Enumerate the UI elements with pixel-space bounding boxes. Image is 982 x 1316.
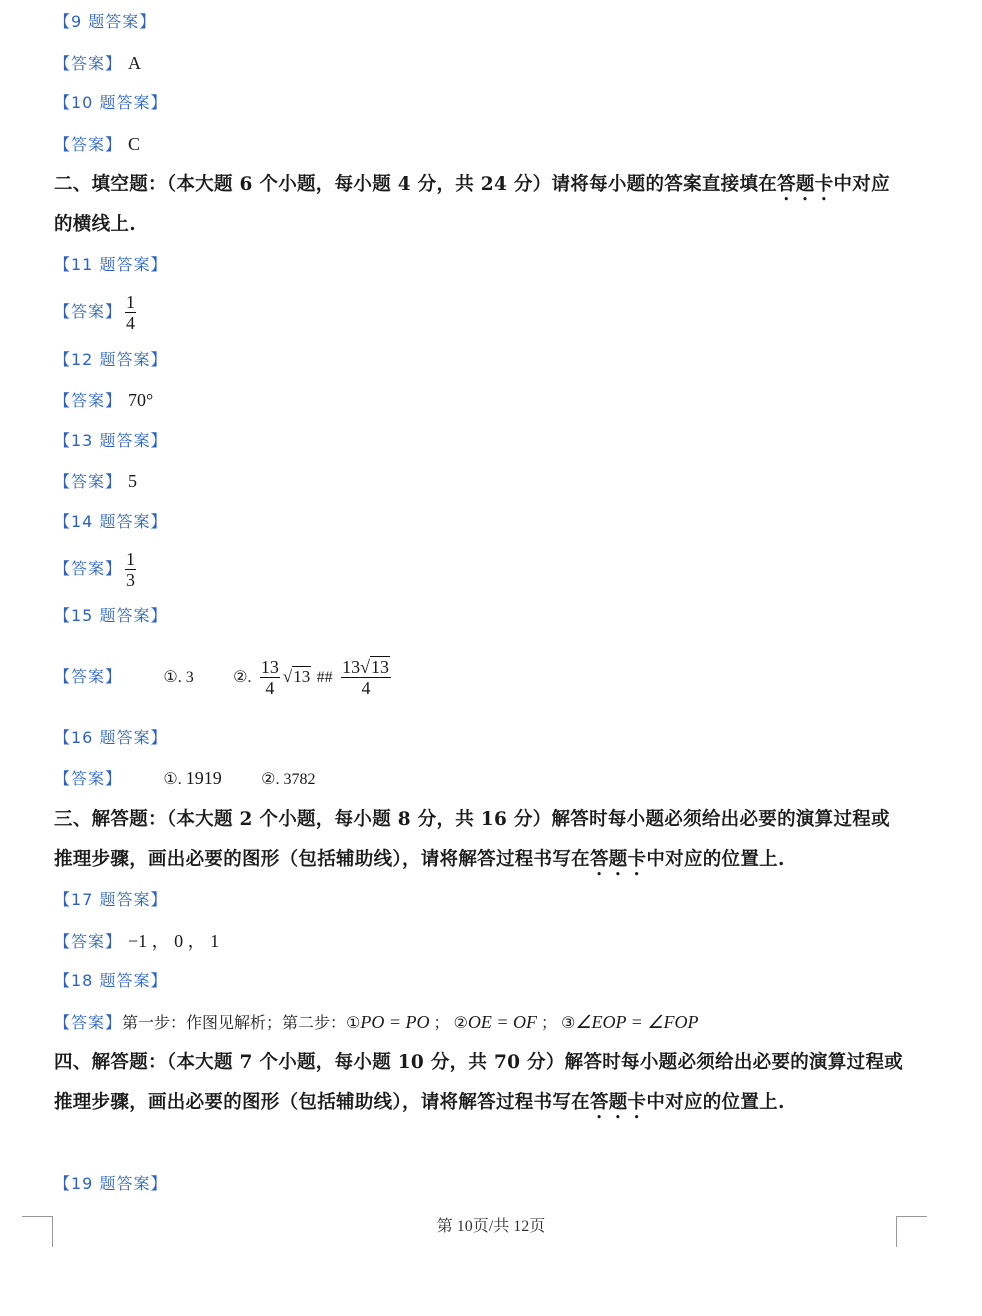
q13-value: 5	[128, 471, 138, 491]
q10-header: 【10 题答案】	[54, 93, 168, 112]
q9-answer: 【答案】 A	[54, 53, 142, 73]
q16-part2-mark: ②.	[261, 771, 280, 788]
section-3-heading: 三、解答题：（本大题 2 个小题，每小题 8 分，共 16 分）解答时每小题必须给出必要的演算过程或推理步骤，画出必要的图形（包括辅助线），请将解答过程书写在答题卡中对应的位置上.	[54, 809, 890, 870]
q9-value: A	[128, 53, 142, 73]
q11-header: 【11 题答案】	[54, 255, 168, 274]
q16-part1-mark: ①.	[163, 771, 182, 788]
q18-header: 【18 题答案】	[54, 971, 168, 990]
q15-fraction-a: $\frac{13}{4}$	[260, 657, 279, 698]
q10-answer: 【答案】 C	[54, 134, 141, 154]
answer-card-emph: 答题卡	[777, 174, 834, 195]
q17-header: 【17 题答案】	[54, 890, 168, 909]
q17-value: −1 ， 0 ， 1	[128, 931, 220, 951]
q11-fraction: $\frac{1}{4}$	[126, 292, 136, 333]
q12-value: 70°	[128, 390, 154, 410]
section-4-heading: 四、解答题：（本大题 7 个小题，每小题 10 分，共 70 分）解答时每小题必须给出必要的演算过程或推理步骤，画出必要的图形（包括辅助线），请将解答过程书写在答题卡中对应的位置上.	[54, 1052, 904, 1113]
q14-answer: 【答案】 $\frac{1}{3}$	[54, 549, 136, 590]
q18-steps: 第一步：作图见解析；第二步：	[122, 1013, 347, 1032]
q17-answer: 【答案】 −1 ， 0 ， 1	[54, 931, 220, 951]
q9-header: 【9 题答案】	[54, 12, 157, 31]
q16-part1-value: 1919	[185, 768, 222, 788]
section-2-heading: 二、填空题：（本大题 6 个小题，每小题 4 分，共 24 分）请将每小题的答案直接填在答题卡中对应的横线上.	[54, 174, 890, 235]
q16-answer: 【答案】 ①. 1919 ②. 3782	[54, 768, 316, 788]
q18-eq1: PO = PO	[360, 1012, 430, 1032]
q12-header: 【12 题答案】	[54, 350, 168, 369]
q19-header: 【19 题答案】	[54, 1174, 168, 1193]
q14-header: 【14 题答案】	[54, 512, 168, 531]
q12-answer: 【答案】 70°	[54, 390, 154, 410]
q18-eq3: ∠EOP = ∠FOP	[575, 1012, 699, 1032]
q15-header: 【15 题答案】	[54, 606, 168, 625]
answer-card-emph: 答题卡	[589, 849, 647, 870]
q15-separator: ##	[316, 669, 333, 686]
q15-part2-mark: ②.	[233, 669, 252, 686]
q16-part2-value: 3782	[283, 771, 316, 788]
answer-card-emph: 答题卡	[589, 1092, 647, 1113]
q13-answer: 【答案】 5	[54, 471, 138, 491]
q15-part1: ①. 3	[163, 669, 194, 686]
q18-answer: 【答案】第一步：作图见解析；第二步：①PO = PO ； ②OE = OF ； ③∠EOP = ∠FOP	[54, 1012, 699, 1032]
q15-sqrt-a: √13	[282, 667, 311, 686]
q14-fraction: $\frac{1}{3}$	[126, 549, 136, 590]
q13-header: 【13 题答案】	[54, 431, 168, 450]
q15-answer: 【答案】 ①. 3 ②. $\frac{13}{4}$ √13 ## $\frac{13√13}{4}$	[54, 652, 394, 703]
q18-eq2: OE = OF	[467, 1012, 538, 1032]
q11-answer: 【答案】 $\frac{1}{4}$	[54, 292, 136, 333]
q15-fraction-b: $\frac{13√13}{4}$	[342, 657, 389, 698]
q16-header: 【16 题答案】	[54, 728, 168, 747]
q10-value: C	[128, 134, 141, 154]
page-footer: 第 10页/共 12页	[436, 1218, 546, 1235]
